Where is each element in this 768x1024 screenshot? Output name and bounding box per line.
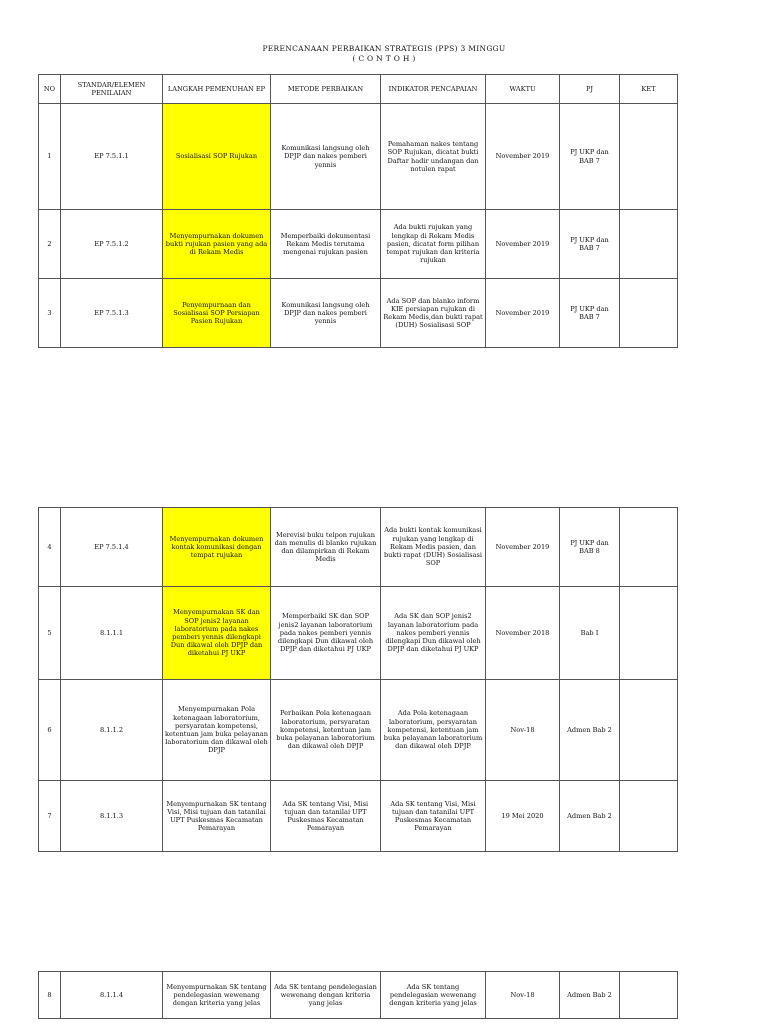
cell-standar: 8.1.1.2 (61, 680, 163, 781)
cell-ket (620, 781, 678, 852)
cell-ket (620, 210, 678, 279)
cell-ket (620, 972, 678, 1019)
header-ket: KET (620, 75, 678, 104)
cell-indikator: Ada bukti rujukan yang lengkap di Rekam Medis pasien, dicatat form pilihan tempat rujukan dan kriteria rujukan (381, 210, 486, 279)
document-subtitle: ( C O N T O H ) (352, 54, 416, 63)
cell-pj: PJ UKP dan BAB 7 (560, 104, 620, 210)
cell-metode: Perbaikan Pola ketenagaan laboratorium, persyaratan kompetensi, ketentuan jam buka pelayanan laboratorium dan dikawal oleh DPJP (271, 680, 381, 781)
cell-no: 8 (39, 972, 61, 1019)
cell-pj: Admen Bab 2 (560, 781, 620, 852)
cell-standar: 8.1.1.1 (61, 587, 163, 680)
pps-table-part-1 (38, 74, 678, 348)
cell-indikator: Ada SOP dan blanko inform KIE persiapan rujukan di Rekam Medis,dan bukti rapat (DUH) Sosialisasi SOP (381, 279, 486, 348)
cell-no: 4 (39, 508, 61, 587)
table-row (39, 680, 678, 781)
cell-waktu: Nov-18 (486, 680, 560, 781)
cell-standar: 8.1.1.3 (61, 781, 163, 852)
cell-langkah: Menyempurnakan dokumen kontak komunikasi dengan tempat rujukan (163, 508, 271, 587)
header-pj: PJ (560, 75, 620, 104)
table-row (39, 972, 678, 1019)
pps-table-part-2 (38, 507, 678, 852)
header-langkah: LANGKAH PEMENUHAN EP (163, 75, 271, 104)
cell-ket (620, 279, 678, 348)
header-metode: METODE PERBAIKAN (271, 75, 381, 104)
cell-pj: PJ UKP dan BAB 8 (560, 508, 620, 587)
table-row (39, 279, 678, 348)
cell-metode: Memperbaiki SK dan SOP jenis2 layanan laboratorium pada nakes pemberi yennis dilengkapi Dun dikawal oleh DPJP dan diketahui PJ UKP (271, 587, 381, 680)
cell-metode: Komunikasi langsung oleh DPJP dan nakes pemberi yennis (271, 104, 381, 210)
cell-langkah: Menyempurnakan SK tentang Visi, Misi tujuan dan tatanilai UPT Puskesmas Kecamatan Pemarayan (163, 781, 271, 852)
cell-metode: Ada SK tentang pendelegasian wewenang dengan kriteria yang jelas (271, 972, 381, 1019)
cell-metode: Ada SK tentang Visi, Misi tujuan dan tatanilai UPT Puskesmas Kecamatan Pemarayan (271, 781, 381, 852)
cell-pj: PJ UKP dan BAB 7 (560, 210, 620, 279)
cell-standar: EP 7.5.1.4 (61, 508, 163, 587)
cell-langkah: Menyempurnakan dokumen bukti rujukan pasien yang ada di Rekam Medis (163, 210, 271, 279)
cell-metode: Komunikasi langsung oleh DPJP dan nakes pemberi yennis (271, 279, 381, 348)
cell-indikator: Ada bukti kontak komunikasi rujukan yang lengkap di Rekam Medis pasien, dan bukti rapat (DUH) Sosialisasi SOP (381, 508, 486, 587)
cell-standar: EP 7.5.1.2 (61, 210, 163, 279)
cell-waktu: November 2019 (486, 104, 560, 210)
cell-pj: Admen Bab 2 (560, 680, 620, 781)
cell-no: 3 (39, 279, 61, 348)
cell-no: 5 (39, 587, 61, 680)
cell-waktu: November 2019 (486, 279, 560, 348)
cell-indikator: Pemahaman nakes tentang SOP Rujukan, dicatat bukti Daftar hadir undangan dan notulen rapat (381, 104, 486, 210)
cell-pj: Admen Bab 2 (560, 972, 620, 1019)
cell-ket (620, 680, 678, 781)
pps-table-part-3 (38, 971, 678, 1019)
cell-indikator: Ada Pola ketenagaan laboratorium, persyaratan kompetensi, ketentuan jam buka pelayanan laboratorium dan dikawal oleh DPJP (381, 680, 486, 781)
cell-ket (620, 587, 678, 680)
header-indikator: INDIKATOR PENCAPAIAN (381, 75, 486, 104)
cell-ket (620, 104, 678, 210)
header-no: NO (39, 75, 61, 104)
cell-ket (620, 508, 678, 587)
cell-waktu: 19 Mei 2020 (486, 781, 560, 852)
table-row (39, 587, 678, 680)
cell-langkah: Menyempurnakan Pola ketenagaan laboratorium, persyaratan kompetensi, ketentuan jam buka pelayanan laboratorium dan dikawal oleh DPJP (163, 680, 271, 781)
cell-langkah: Menyempurnakan SK dan SOP jenis2 layanan laboratorium pada nakes pemberi yennis dilengkapi Dun dikawal oleh DPJP dan diketahui PJ UKP (163, 587, 271, 680)
cell-pj: PJ UKP dan BAB 7 (560, 279, 620, 348)
cell-indikator: Ada SK tentang pendelegasian wewenang dengan kriteria yang jelas (381, 972, 486, 1019)
cell-waktu: November 2019 (486, 508, 560, 587)
cell-pj: Bab I (560, 587, 620, 680)
cell-no: 2 (39, 210, 61, 279)
table-row (39, 104, 678, 210)
cell-waktu: November 2019 (486, 210, 560, 279)
cell-no: 6 (39, 680, 61, 781)
document-title: PERENCANAAN PERBAIKAN STRATEGIS (PPS) 3 MINGGU (262, 44, 506, 53)
cell-no: 7 (39, 781, 61, 852)
cell-indikator: Ada SK tentang Visi, Misi tujuan dan tatanilai UPT Puskesmas Kecamatan Pemarayan (381, 781, 486, 852)
cell-langkah: Menyempurnakan SK tentang pendelegasian wewenang dengan kriteria yang jelas (163, 972, 271, 1019)
cell-langkah: Penyempurnaan dan Sosialisasi SOP Persiapan Pasien Rujukan (163, 279, 271, 348)
table-row (39, 781, 678, 852)
cell-standar: 8.1.1.4 (61, 972, 163, 1019)
cell-waktu: November 2018 (486, 587, 560, 680)
cell-langkah: Sosialisasi SOP Rujukan (163, 104, 271, 210)
table-row (39, 210, 678, 279)
header-standar: STANDAR/ELEMEN PENILAIAN (61, 75, 163, 104)
cell-metode: Memperbaiki dokumentasi Rekam Medis terutama mengenai rujukan pasien (271, 210, 381, 279)
cell-waktu: Nov-18 (486, 972, 560, 1019)
cell-metode: Merevisi buku telpon rujukan dan menulis di blanko rujukan dan dilampirkan di Rekam Medis (271, 508, 381, 587)
cell-standar: EP 7.5.1.1 (61, 104, 163, 210)
table-header-row (39, 75, 678, 104)
cell-no: 1 (39, 104, 61, 210)
table-row (39, 508, 678, 587)
cell-standar: EP 7.5.1.3 (61, 279, 163, 348)
header-waktu: WAKTU (486, 75, 560, 104)
cell-indikator: Ada SK dan SOP jenis2 layanan laboratorium pada nakes pemberi yennis dilengkapi Dun dikawal oleh DPJP dan diketahui PJ UKP (381, 587, 486, 680)
